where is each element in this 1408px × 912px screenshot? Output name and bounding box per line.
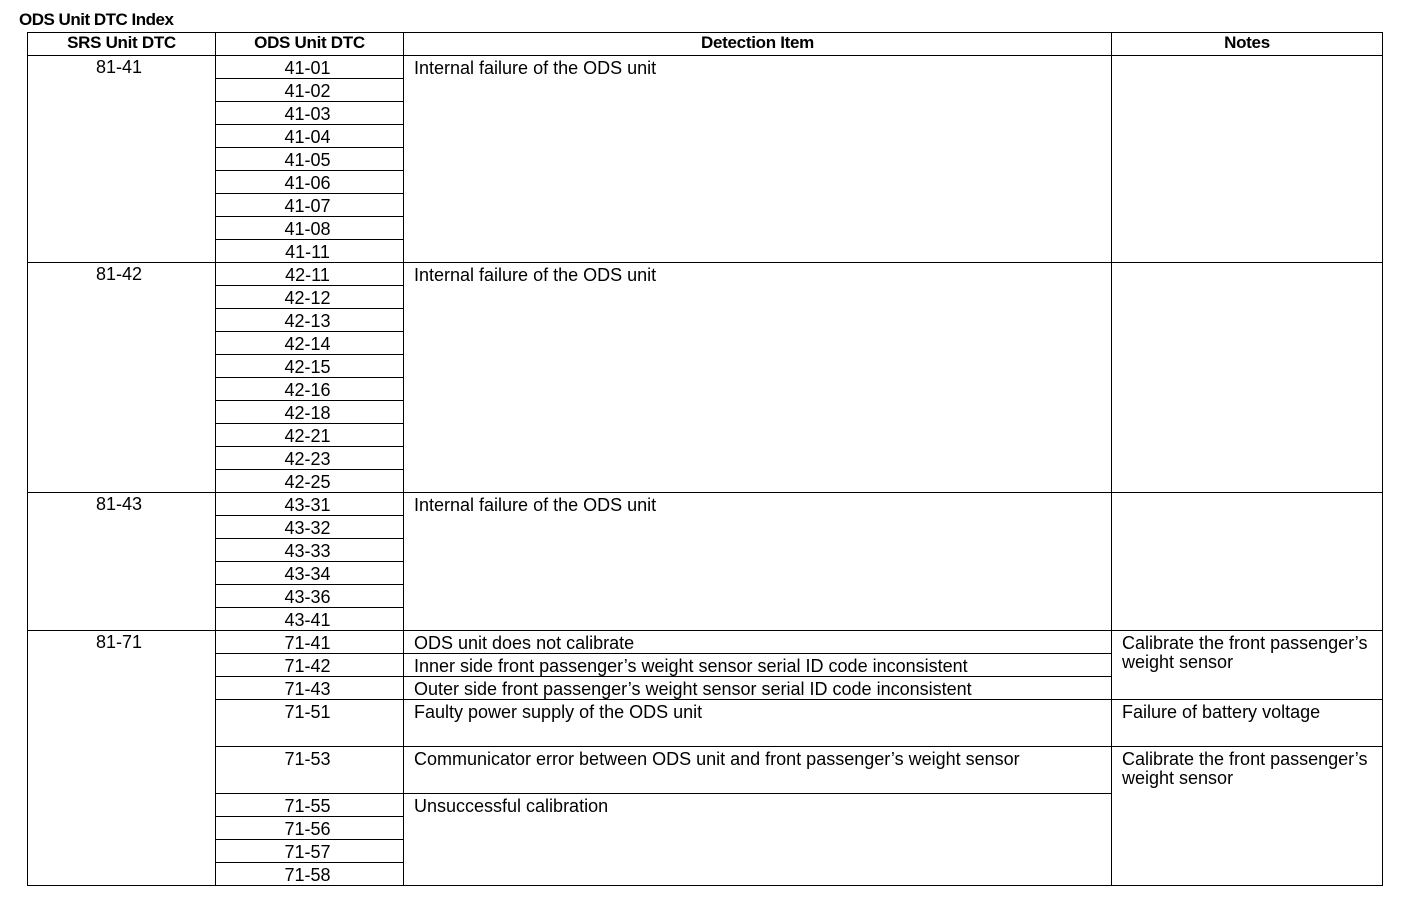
table-row [28,263,1383,286]
ods-unit-dtc-cell-text: 42-15 [284,357,331,377]
ods-unit-dtc-cell [216,840,404,863]
notes-cell-text [1112,493,1382,496]
detection-item-cell-text: Outer side front passenger’s weight sensor serial ID code inconsistent [414,679,972,699]
notes-cell [1112,700,1383,747]
header-notes: Notes [1112,33,1383,56]
srs-unit-dtc-cell-text: 81-42 [95,264,143,284]
detection-item-cell [404,747,1112,794]
ods-unit-dtc-cell [216,677,404,700]
ods-unit-dtc-cell [216,309,404,332]
table-row [28,56,1383,79]
ods-unit-dtc-cell-text: 42-12 [284,288,331,308]
ods-unit-dtc-cell [216,631,404,654]
notes-cell [1112,56,1383,263]
ods-unit-dtc-cell [216,148,404,171]
ods-unit-dtc-cell-text: 42-11 [285,265,330,285]
ods-unit-dtc-cell-text: 42-21 [284,426,331,446]
ods-unit-dtc-cell-text: 42-16 [284,380,331,400]
ods-unit-dtc-cell [216,194,404,217]
ods-unit-dtc-cell-text: 42-25 [284,472,331,492]
notes-cell-text: Calibrate the front passenger’s weight sensor [1122,633,1368,672]
ods-unit-dtc-cell [216,79,404,102]
ods-unit-dtc-cell [216,263,404,286]
ods-unit-dtc-cell-text: 43-36 [284,587,331,607]
ods-unit-dtc-cell [216,401,404,424]
ods-unit-dtc-cell [216,470,404,493]
ods-unit-dtc-cell-text: 71-41 [284,633,331,653]
ods-unit-dtc-cell [216,56,404,79]
dtc-index-table [27,32,1383,886]
ods-unit-dtc-cell [216,493,404,516]
header-row [28,33,1383,56]
detection-item-cell-text: Internal failure of the ODS unit [414,58,657,78]
srs-unit-dtc-cell-text: 81-43 [95,494,143,514]
detection-item-cell [404,700,1112,747]
notes-cell [1112,747,1383,886]
detection-item-cell-text: Communicator error between ODS unit and front passenger’s weight sensor [414,749,1020,769]
ods-unit-dtc-cell-text: 41-01 [284,58,331,78]
ods-unit-dtc-cell-text: 42-18 [284,403,331,423]
detection-item-cell [404,794,1112,886]
ods-unit-dtc-cell-text: 71-55 [284,796,331,816]
detection-item-cell [404,677,1112,700]
notes-cell [1112,493,1383,631]
ods-unit-dtc-cell-text: 43-41 [284,610,331,630]
srs-unit-dtc-cell [28,56,216,263]
ods-unit-dtc-cell-text: 43-34 [284,564,331,584]
ods-unit-dtc-cell-text: 41-03 [284,104,331,124]
ods-unit-dtc-cell [216,585,404,608]
ods-unit-dtc-cell-text: 42-13 [284,311,331,331]
ods-unit-dtc-cell [216,562,404,585]
notes-cell-text [1112,263,1382,266]
ods-unit-dtc-cell [216,102,404,125]
detection-item-cell-text: Internal failure of the ODS unit [414,265,657,285]
ods-unit-dtc-cell [216,286,404,309]
ods-unit-dtc-cell [216,817,404,840]
ods-unit-dtc-cell-text: 41-02 [284,81,331,101]
ods-unit-dtc-cell [216,447,404,470]
table-row [28,700,1383,747]
ods-unit-dtc-cell-text: 71-57 [284,842,331,862]
detection-item-cell-text: Faulty power supply of the ODS unit [414,702,703,722]
ods-unit-dtc-cell [216,863,404,886]
ods-unit-dtc-cell-text: 71-56 [284,819,331,839]
header-srs-unit-dtc: SRS Unit DTC [28,33,216,56]
page-title: ODS Unit DTC Index [19,10,174,29]
ods-unit-dtc-cell [216,700,404,747]
detection-item-cell [404,493,1112,631]
ods-unit-dtc-cell [216,125,404,148]
ods-unit-dtc-cell [216,747,404,794]
ods-unit-dtc-cell [216,355,404,378]
detection-item-cell-text: ODS unit does not calibrate [414,633,635,653]
ods-unit-dtc-cell-text: 71-42 [284,656,331,676]
ods-unit-dtc-cell [216,608,404,631]
srs-unit-dtc-cell [28,493,216,631]
ods-unit-dtc-cell [216,171,404,194]
detection-item-cell [404,654,1112,677]
notes-cell-text: Calibrate the front passenger’s weight sensor [1122,749,1368,788]
table-row [28,747,1383,794]
notes-cell-text: Failure of battery voltage [1122,702,1321,722]
ods-unit-dtc-cell-text: 71-51 [284,702,331,722]
header-ods-unit-dtc: ODS Unit DTC [216,33,404,56]
table-row [28,631,1383,654]
table-body [28,56,1383,886]
srs-unit-dtc-cell [28,631,216,886]
ods-unit-dtc-cell-text: 71-43 [284,679,331,699]
detection-item-cell-text: Internal failure of the ODS unit [414,495,657,515]
srs-unit-dtc-cell [28,263,216,493]
ods-unit-dtc-cell-text: 41-04 [284,127,331,147]
ods-unit-dtc-cell-text: 41-05 [284,150,331,170]
ods-unit-dtc-cell-text: 43-33 [284,541,331,561]
ods-unit-dtc-cell [216,217,404,240]
ods-unit-dtc-cell-text: 42-23 [284,449,331,469]
ods-unit-dtc-cell [216,539,404,562]
ods-unit-dtc-cell-text: 41-08 [284,219,331,239]
ods-unit-dtc-cell [216,516,404,539]
detection-item-cell-text: Unsuccessful calibration [414,796,609,816]
ods-unit-dtc-cell [216,332,404,355]
ods-unit-dtc-cell-text: 41-11 [285,242,330,262]
ods-unit-dtc-cell [216,654,404,677]
ods-unit-dtc-cell-text: 41-07 [284,196,331,216]
notes-cell-text [1112,56,1382,59]
detection-item-cell [404,56,1112,263]
notes-cell [1112,631,1383,700]
detection-item-cell [404,631,1112,654]
notes-cell [1112,263,1383,493]
ods-unit-dtc-cell-text: 43-31 [284,495,331,515]
srs-unit-dtc-cell-text: 81-41 [95,57,143,77]
header-detection-item: Detection Item [404,33,1112,56]
detection-item-cell [404,263,1112,493]
ods-unit-dtc-cell-text: 42-14 [284,334,331,354]
ods-unit-dtc-cell-text: 43-32 [284,518,331,538]
ods-unit-dtc-cell-text: 71-53 [284,749,331,769]
ods-unit-dtc-cell [216,424,404,447]
ods-unit-dtc-cell [216,794,404,817]
ods-unit-dtc-cell [216,240,404,263]
detection-item-cell-text: Inner side front passenger’s weight sensor serial ID code inconsistent [414,656,968,676]
ods-unit-dtc-cell-text: 41-06 [284,173,331,193]
table-row [28,493,1383,516]
ods-unit-dtc-cell-text: 71-58 [284,865,331,885]
srs-unit-dtc-cell-text: 81-71 [95,632,143,652]
ods-unit-dtc-cell [216,378,404,401]
